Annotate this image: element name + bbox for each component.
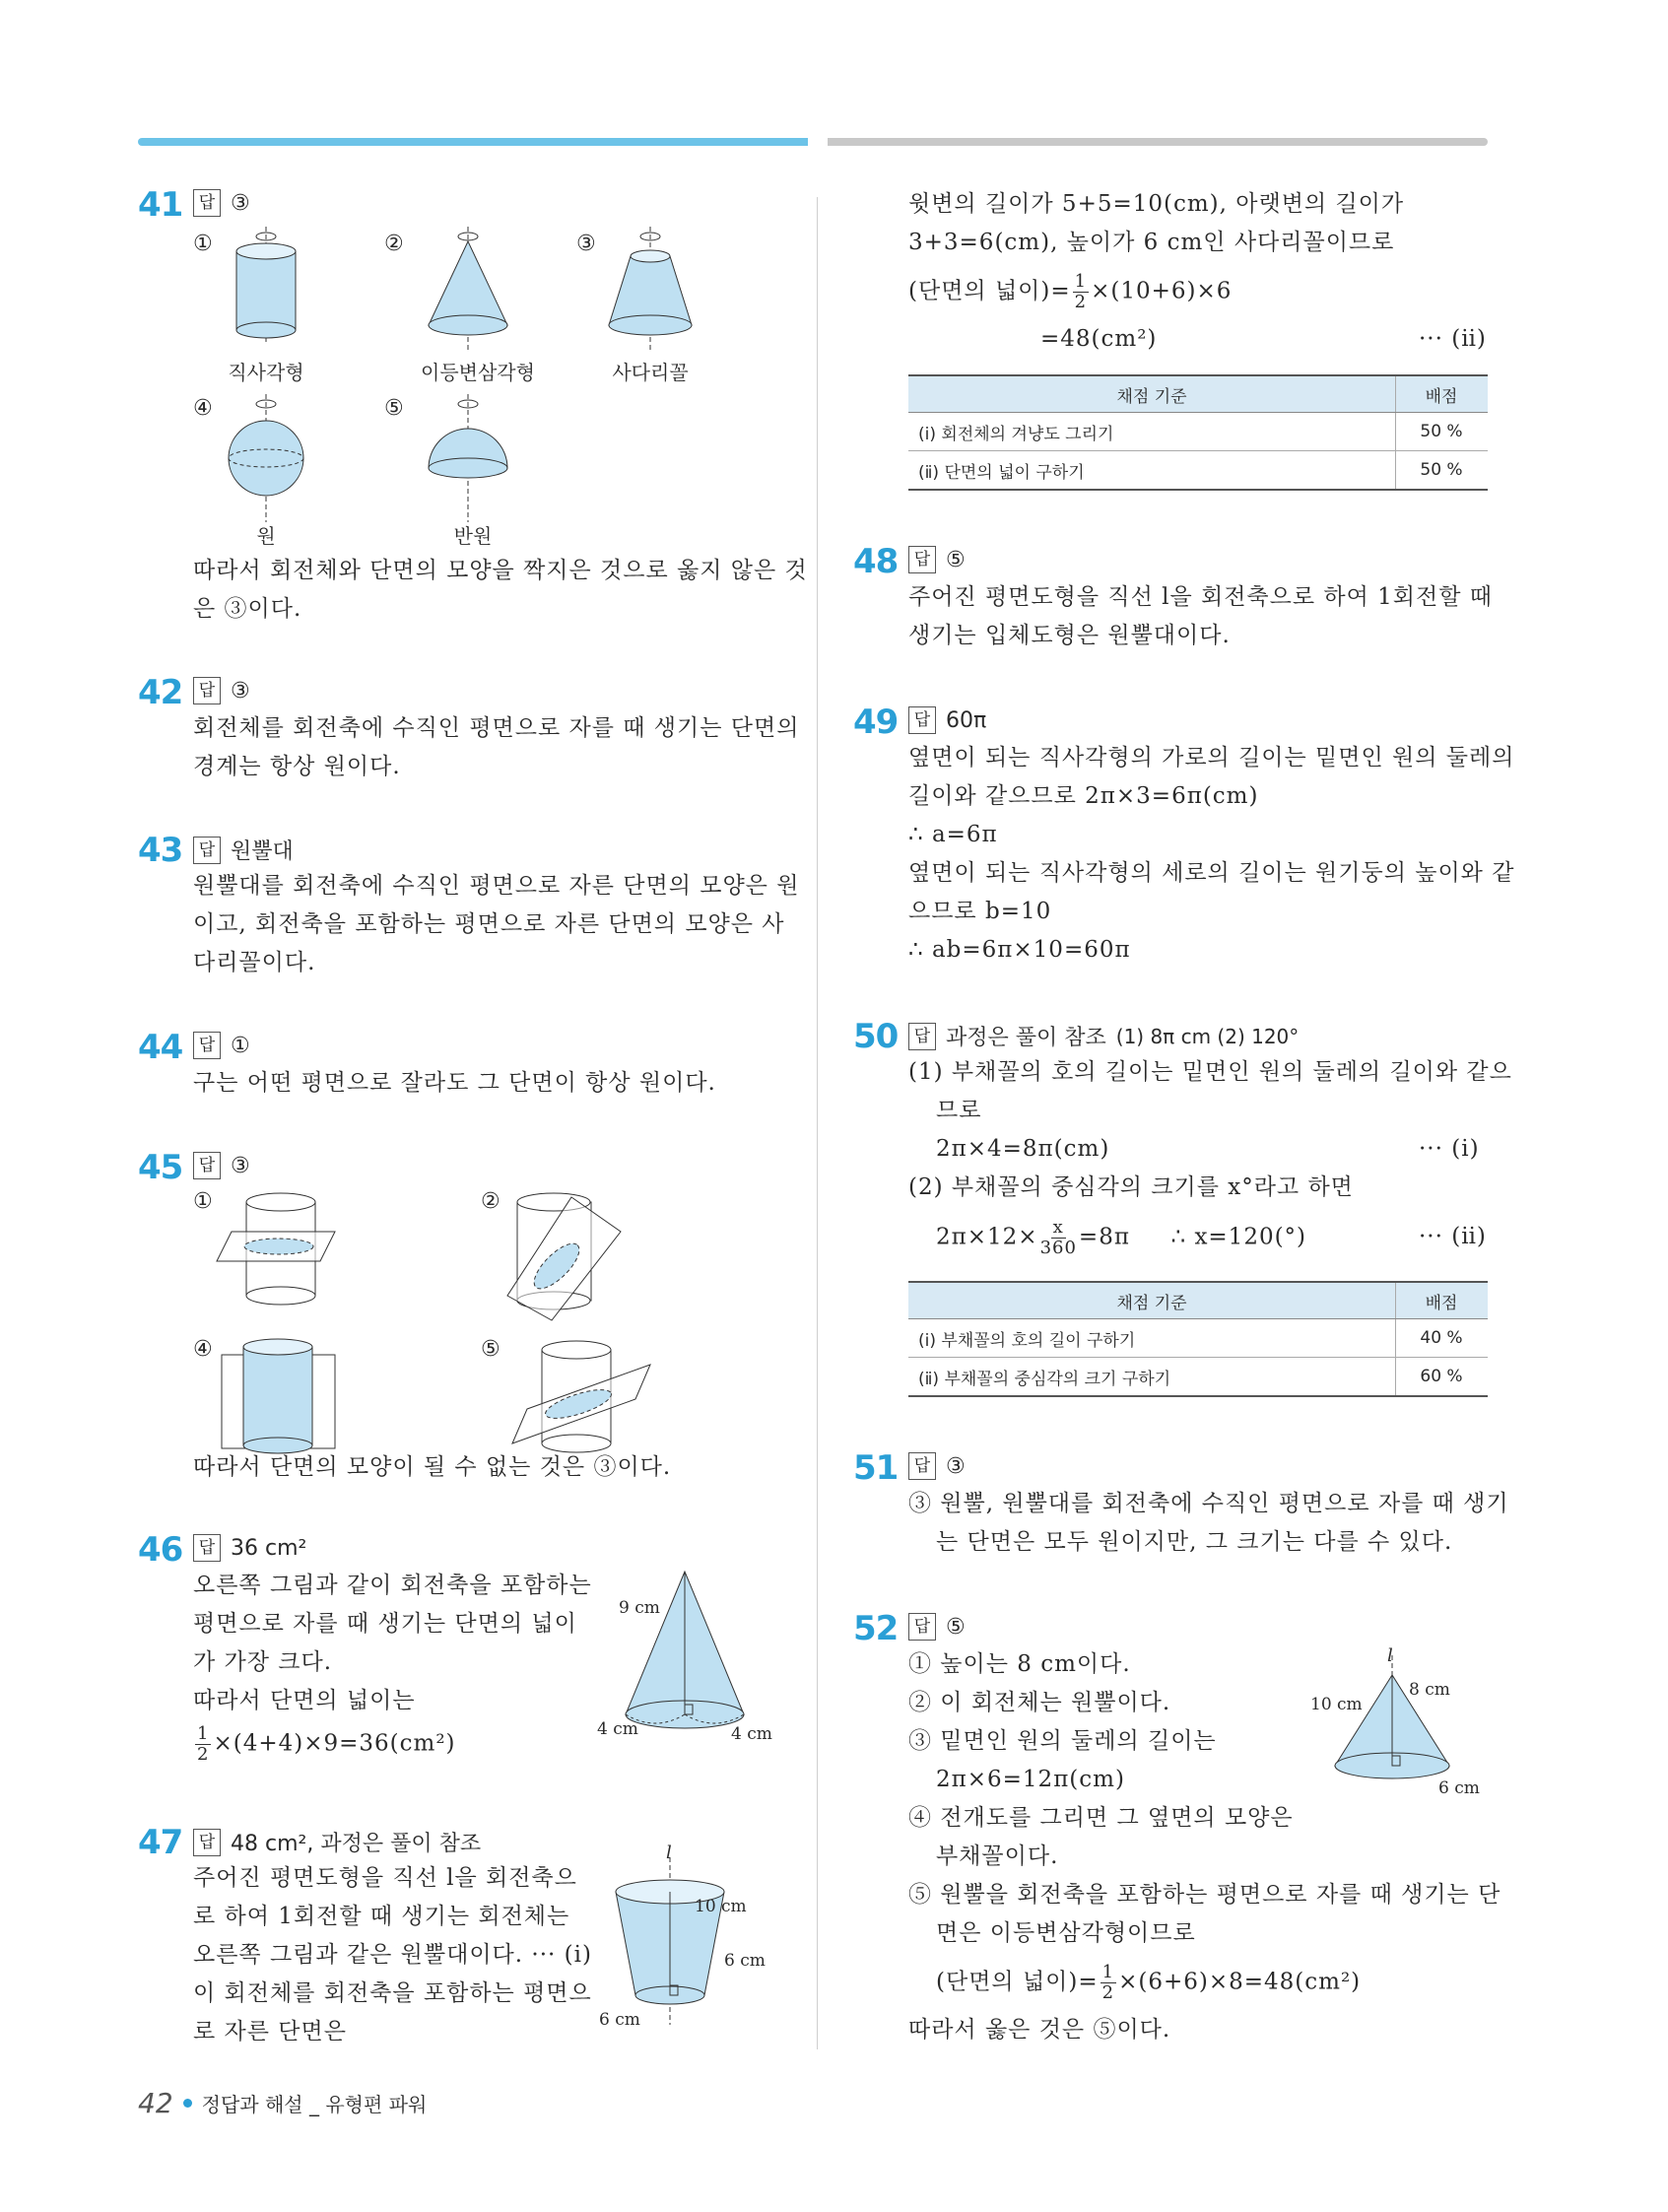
answer-value: ③ xyxy=(946,1453,966,1479)
question-number: 45 xyxy=(138,1148,183,1187)
explanation-line: ③ 원뿔, 원뿔대를 회전축에 수직인 평면으로 자를 때 생기 xyxy=(908,1491,1509,1516)
step-marker: ··· (ⅱ) xyxy=(1419,1224,1487,1249)
axis-label: l xyxy=(666,1843,672,1863)
explanation-line: 가 가장 크다. xyxy=(193,1649,333,1675)
cylinder-figure xyxy=(222,227,320,355)
answer-value: 36 cm² xyxy=(231,1535,307,1561)
frustum-figure xyxy=(606,227,714,355)
option-label: ④ xyxy=(193,1337,213,1362)
dimension-label: 6 cm xyxy=(1438,1778,1480,1798)
explanation-line: ③ 밑면인 원의 둘레의 길이는 xyxy=(908,1728,1217,1754)
explanation-line: 경계는 항상 원이다. xyxy=(193,754,401,779)
column-divider xyxy=(817,197,818,2049)
table-row: (ⅰ) 부채꼴의 호의 길이 구하기 40 % xyxy=(908,1319,1488,1358)
option-label: ④ xyxy=(193,396,213,421)
explanation-line: 따라서 단면의 넓이는 xyxy=(193,1688,416,1713)
table-row: (ⅱ) 단면의 넓이 구하기 50 % xyxy=(908,451,1488,491)
answer-value: ⑤ xyxy=(946,547,966,572)
explanation-line: 길이와 같으므로 2π×3=6π(cm) xyxy=(908,783,1259,809)
answer-line xyxy=(193,189,250,217)
figure-caption: 직사각형 xyxy=(228,361,304,384)
table-header: 채점 기준 xyxy=(908,1282,1396,1319)
answer-badge: 답 xyxy=(908,1613,936,1641)
explanation-line: 구는 어떤 평면으로 잘라도 그 단면이 항상 원이다. xyxy=(193,1070,716,1096)
figure-caption: 반원 xyxy=(453,524,493,548)
answer-value: 원뿔대 xyxy=(231,839,294,864)
explanation-line: ④ 전개도를 그리면 그 옆면의 모양은 xyxy=(908,1805,1294,1831)
footer-title: 정답과 해설 _ 유형편 파워 xyxy=(201,2093,428,2116)
fraction: $\frac{1}{2}$ xyxy=(197,1723,210,1765)
answer-badge: 답 xyxy=(908,1452,936,1480)
cylinder-slanted-cut-figure xyxy=(507,1335,655,1463)
question-number: 41 xyxy=(138,185,183,225)
explanation-line: 다리꼴이다. xyxy=(193,950,316,975)
figure-caption: 사다리꼴 xyxy=(612,361,689,384)
explanation-line: 평면으로 자를 때 생기는 단면의 넓이 xyxy=(193,1611,577,1637)
option-label: ⑤ xyxy=(384,396,404,421)
explanation-line: 이고, 회전축을 포함하는 평면으로 자른 단면의 모양은 사 xyxy=(193,911,785,937)
question-number: 42 xyxy=(138,673,183,712)
answer-line xyxy=(908,546,966,573)
formula-line: $\frac{1}{2}$ ×(4+4)×9=36(cm²) xyxy=(197,1723,456,1765)
explanation-line: ⑤ 원뿔을 회전축을 포함하는 평면으로 자를 때 생기는 단 xyxy=(908,1882,1501,1908)
table-header: 배점 xyxy=(1396,375,1489,413)
answer-line xyxy=(193,1534,306,1562)
formula-line: (단면의 넓이)= $\frac{1}{2}$ ×(6+6)×8=48(cm²) xyxy=(936,1962,1362,2003)
formula-line: 2π×4=8π(cm) xyxy=(936,1136,1110,1162)
explanation-line: 옆면이 되는 직사각형의 세로의 길이는 원기둥의 높이와 같 xyxy=(908,860,1515,886)
answer-line xyxy=(193,1032,250,1059)
page-number: 42 xyxy=(138,2087,173,2119)
answer-line xyxy=(908,1613,966,1641)
answer-value: ⑤ xyxy=(946,1614,966,1640)
dimension-label: 10 cm xyxy=(1310,1695,1363,1714)
explanation-line: 따라서 단면의 모양이 될 수 없는 것은 ③이다. xyxy=(193,1454,672,1480)
conclusion-line: 따라서 옳은 것은 ⑤이다. xyxy=(908,2017,1171,2043)
dimension-label: 4 cm xyxy=(597,1719,638,1739)
hemisphere-figure xyxy=(424,394,532,532)
table-row: (ⅰ) 회전체의 겨냥도 그리기 50 % xyxy=(908,413,1488,451)
explanation-line: 윗변의 길이가 5+5=10(cm), 아랫변의 길이가 xyxy=(908,191,1405,217)
header-bar-left xyxy=(138,138,808,146)
question-number: 43 xyxy=(138,831,183,870)
option-label: ③ xyxy=(576,232,596,256)
cylinder-vertical-cut-figure xyxy=(222,1335,340,1463)
answer-badge: 답 xyxy=(193,1032,221,1059)
explanation-line: 주어진 평면도형을 직선 l을 회전축으 xyxy=(193,1865,577,1891)
answer-line xyxy=(908,1021,1299,1051)
figure-caption: 이등변삼각형 xyxy=(421,361,535,384)
cylinder-oblique-cut-figure xyxy=(507,1187,635,1325)
explanation-line: 주어진 평면도형을 직선 l을 회전축으로 하여 1회전할 때 xyxy=(908,584,1493,610)
explanation-line: 은 ③이다. xyxy=(193,596,302,622)
explanation-line: ② 이 회전체는 원뿔이다. xyxy=(908,1690,1171,1715)
explanation-line: 로 자른 단면은 xyxy=(193,2019,347,2044)
answer-value: ③ xyxy=(231,190,250,216)
explanation-line: (2) 부채꼴의 중심각의 크기를 x°라고 하면 xyxy=(908,1174,1354,1200)
table-header: 배점 xyxy=(1396,1282,1489,1319)
explanation-line: ∴ a=6π xyxy=(908,822,998,847)
answer-badge: 답 xyxy=(193,1534,221,1562)
explanation-line: 옆면이 되는 직사각형의 가로의 길이는 밑면인 원의 둘레의 xyxy=(908,745,1515,771)
step-marker: ··· (ⅰ) xyxy=(1419,1136,1480,1162)
bullet-icon xyxy=(183,2099,192,2108)
answer-badge: 답 xyxy=(193,1829,221,1856)
table-row: (ⅱ) 부채꼴의 중심각의 크기 구하기 60 % xyxy=(908,1358,1488,1397)
dimension-label: 9 cm xyxy=(619,1598,660,1618)
question-number: 48 xyxy=(853,542,899,581)
answer-badge: 답 xyxy=(193,189,221,217)
cone-figure xyxy=(424,227,532,355)
formula-line: 2π×12× $\frac{x}{360}$ =8π ∴ x=120(°) xyxy=(936,1217,1307,1258)
answer-line xyxy=(908,1452,966,1480)
answer-value: 과정은 풀이 참조 xyxy=(946,1026,1106,1050)
answer-value: ① xyxy=(231,1033,250,1058)
explanation-line: 로 하여 1회전할 때 생기는 회전체는 xyxy=(193,1904,570,1929)
explanation-line: 3+3=6(cm), 높이가 6 cm인 사다리꼴이므로 xyxy=(908,230,1395,255)
dimension-label: 4 cm xyxy=(731,1724,772,1744)
answer-badge: 답 xyxy=(193,837,221,864)
question-number: 50 xyxy=(853,1017,899,1056)
question-number: 46 xyxy=(138,1530,183,1570)
dimension-label: 6 cm xyxy=(724,1951,766,1971)
answer-line xyxy=(193,835,294,865)
answer-value: 48 cm², 과정은 풀이 참조 xyxy=(231,1832,482,1856)
option-label: ① xyxy=(193,232,213,256)
explanation-line: 면은 이등변삼각형이므로 xyxy=(936,1920,1196,1946)
formula-line: 2π×6=12π(cm) xyxy=(936,1767,1125,1792)
answer-value: 60π xyxy=(946,707,987,733)
explanation-line: (1) 부채꼴의 호의 길이는 밑면인 원의 둘레의 길이와 같으 xyxy=(908,1059,1512,1085)
figure-caption: 원 xyxy=(256,524,276,548)
answer-badge: 답 xyxy=(908,706,936,734)
table-header: 채점 기준 xyxy=(908,375,1396,413)
explanation-line: 므로 xyxy=(936,1098,982,1123)
header-bar-right xyxy=(828,138,1488,146)
fraction: $\frac{1}{2}$ xyxy=(1101,1962,1115,2003)
option-label: ② xyxy=(384,232,404,256)
explanation-line: 오른쪽 그림과 같이 회전축을 포함하는 xyxy=(193,1573,592,1598)
page-footer xyxy=(138,2087,427,2119)
explanation-line: 생기는 입체도형은 원뿔대이다. xyxy=(908,623,1231,648)
question-number: 51 xyxy=(853,1448,899,1488)
explanation-line: 오른쪽 그림과 같은 원뿔대이다. ··· (ⅰ) xyxy=(193,1942,592,1968)
explanation-line: ∴ ab=6π×10=60π xyxy=(908,937,1131,963)
question-number: 52 xyxy=(853,1609,899,1648)
answer-value: ③ xyxy=(231,678,250,704)
dimension-label: 8 cm xyxy=(1409,1680,1450,1700)
dimension-label: 6 cm xyxy=(599,2010,640,2030)
frustum-cross-section-figure xyxy=(611,1857,768,2035)
answer-line xyxy=(193,1152,250,1179)
question-number: 47 xyxy=(138,1823,183,1862)
option-label: ⑤ xyxy=(481,1337,500,1362)
answer-badge: 답 xyxy=(193,677,221,704)
explanation-line: 따라서 회전체와 단면의 모양을 짝지은 것으로 옳지 않은 것 xyxy=(193,558,808,583)
step-marker: ··· (ⅱ) xyxy=(1419,326,1487,352)
grading-table xyxy=(908,374,1488,491)
formula-line: =48(cm²) xyxy=(1040,326,1158,352)
answer-badge: 답 xyxy=(193,1152,221,1179)
answer-value: ③ xyxy=(231,1153,250,1178)
answer-badge: 답 xyxy=(908,1023,936,1050)
option-label: ② xyxy=(481,1189,500,1214)
explanation-line: 부채꼴이다. xyxy=(936,1843,1059,1869)
grading-table xyxy=(908,1281,1488,1397)
dimension-label: 10 cm xyxy=(695,1897,747,1916)
answer-line xyxy=(193,677,250,704)
explanation-line: 회전체를 회전축에 수직인 평면으로 자를 때 생기는 단면의 xyxy=(193,715,800,741)
explanation-line: ① 높이는 8 cm이다. xyxy=(908,1651,1131,1677)
sphere-figure xyxy=(222,394,320,532)
explanation-line: 원뿔대를 회전축에 수직인 평면으로 자른 단면의 모양은 원 xyxy=(193,873,800,899)
option-label: ① xyxy=(193,1189,213,1214)
question-number: 44 xyxy=(138,1028,183,1067)
question-number: 49 xyxy=(853,703,899,742)
cylinder-horizontal-cut-figure xyxy=(222,1187,340,1315)
explanation-line: 는 단면은 모두 원이지만, 그 크기는 다를 수 있다. xyxy=(936,1529,1453,1555)
explanation-line: 이 회전체를 회전축을 포함하는 평면으 xyxy=(193,1980,592,2006)
answer-line xyxy=(193,1827,481,1857)
formula-line: (단면의 넓이)= $\frac{1}{2}$ ×(10+6)×6 xyxy=(908,271,1233,312)
fraction: $\frac{x}{360}$ xyxy=(1039,1217,1077,1258)
explanation-line: 으므로 b=10 xyxy=(908,899,1052,924)
axis-label: l xyxy=(1387,1645,1393,1666)
fraction: $\frac{1}{2}$ xyxy=(1074,271,1088,312)
answer-value-extra: (1) 8π cm (2) 120° xyxy=(1115,1024,1300,1048)
answer-badge: 답 xyxy=(908,546,936,573)
answer-line xyxy=(908,706,986,734)
